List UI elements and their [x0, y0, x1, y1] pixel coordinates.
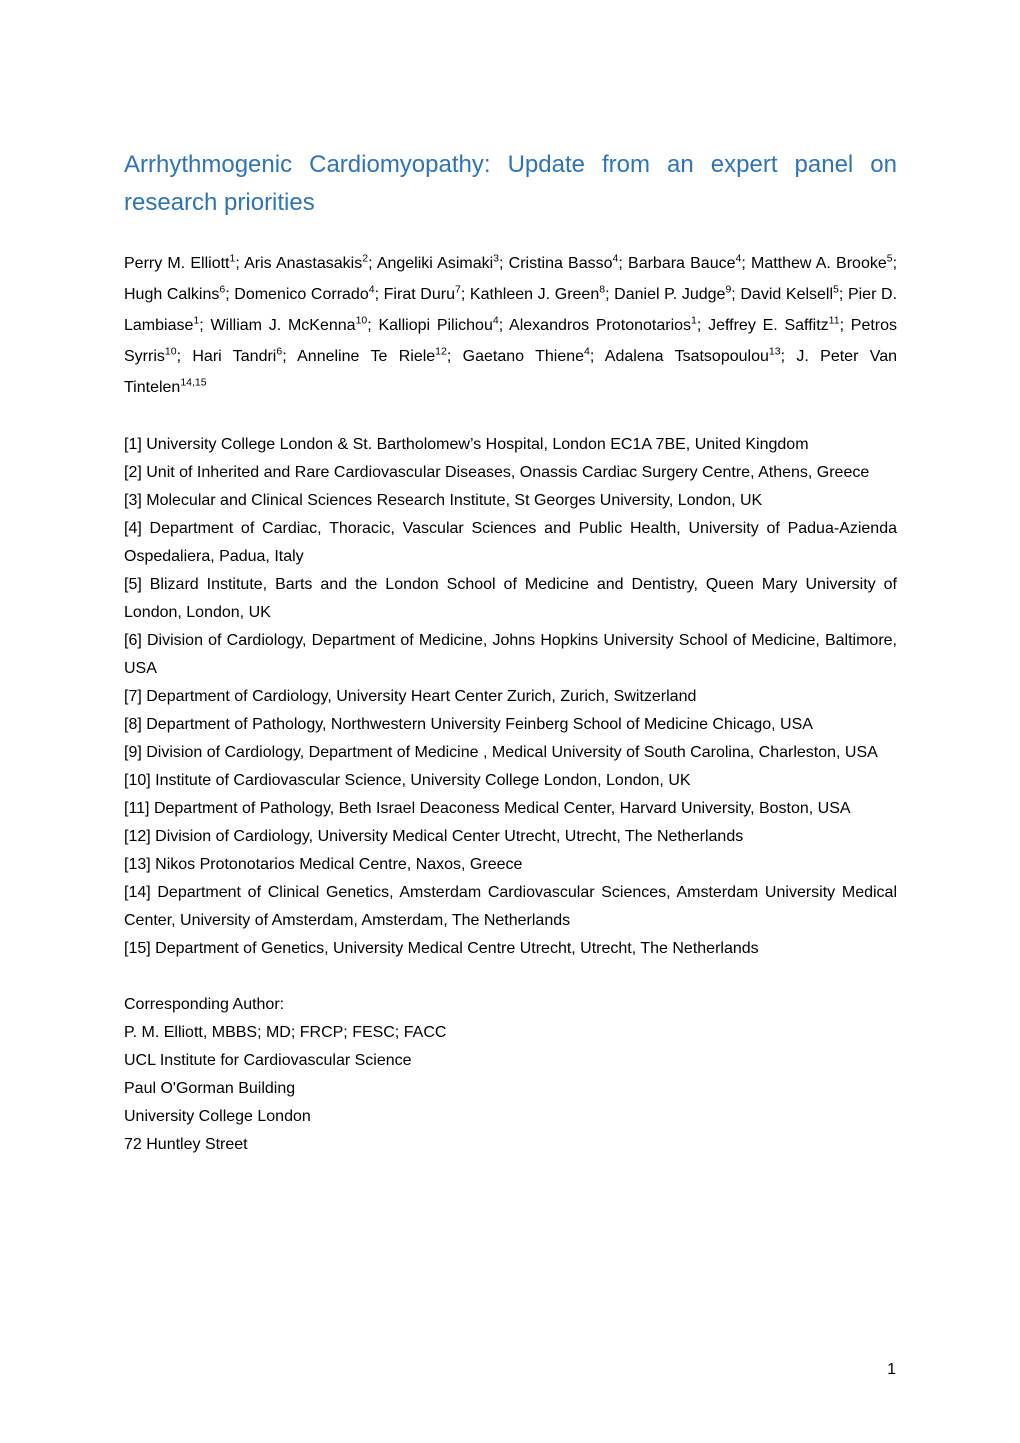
affiliation-item: [2] Unit of Inherited and Rare Cardiovascular Diseases, Onassis Cardiac Surgery Centre, Athens, Greece	[124, 464, 870, 481]
author-name: Pier D. Lambiase$^1$	[124, 286, 898, 334]
author-affiliation-ref: 5	[886, 252, 893, 265]
affiliation-item: [4] Department of Cardiac, Thoracic, Vascular Sciences and Public Health, University of Padua-Azienda Ospedaliera, Padua, Italy	[124, 520, 897, 565]
page-number: 1	[887, 1361, 896, 1378]
author-name: Hari Tandri$^6$	[192, 345, 283, 365]
author-name: Daniel P. Judge$^9$	[614, 283, 732, 303]
author-affiliation-ref: 6	[219, 283, 226, 296]
author-name: Alexandros Protonotarios$^1$	[509, 314, 697, 334]
author-name: Anneline Te Riele$^{12}$	[297, 345, 447, 365]
affiliation-item: [15] Department of Genetics, University Medical Centre Utrecht, Utrecht, The Netherlands	[124, 940, 759, 957]
author-affiliation-ref: 2	[362, 252, 369, 265]
affiliation-item: [5] Blizard Institute, Barts and the London School of Medicine and Dentistry, Queen Mary University of London, London, UK	[124, 576, 897, 621]
affiliation-item: [3] Molecular and Clinical Sciences Research Institute, St Georges University, London, UK	[124, 492, 763, 509]
author-name: Kathleen J. Green$^8$	[469, 283, 606, 303]
affiliation-item: [7] Department of Cardiology, University Heart Center Zurich, Zurich, Switzerland	[124, 688, 697, 705]
affiliation-item: [11] Department of Pathology, Beth Israel Deaconess Medical Center, Harvard University, Boston, USA	[124, 800, 851, 817]
author-name: J. Peter Van Tintelen$^{14,15}$	[124, 348, 898, 396]
corresponding-author-label: Corresponding Author:	[124, 996, 285, 1013]
author-affiliation-ref: 4	[612, 252, 619, 265]
corresponding-author-line: UCL Institute for Cardiovascular Science	[124, 1052, 412, 1069]
corresponding-author-lines	[124, 1019, 897, 1159]
author-name: David Kelsell$^5$	[740, 283, 839, 303]
affiliation-item: [6] Division of Cardiology, Department of Medicine, Johns Hopkins University School of Medicine, Baltimore, USA	[124, 632, 897, 677]
author-name: Adalena Tsatsopoulou$^{13}$	[604, 345, 781, 365]
author-affiliation-ref: 4	[492, 314, 499, 327]
author-affiliation-ref: 10	[164, 345, 177, 358]
author-name: Angeliki Asimaki$^3$	[376, 252, 499, 272]
author-affiliation-ref: 1	[691, 314, 697, 327]
author-affiliation-ref: 11	[828, 314, 840, 327]
author-name: Perry M. Elliott$^1$	[124, 252, 236, 272]
corresponding-author-line: Paul O'Gorman Building	[124, 1080, 296, 1097]
author-name: Domenico Corrado$^4$	[234, 283, 375, 303]
author-list: Perry M. Elliott$^1$; Aris Anastasakis$^2$; Angeliki Asimaki$^3$; Cristina Basso$^4$; Barbara Bauce$^4$; Matthew A. Brooke$^5$; Hugh Calkins$^6$; Domenico Corrado$^4$; Firat Duru$^7$; Kathleen J. Green$^8$; Daniel P. Judge$^9$; David Kelsell$^5$; Pier D. Lambiase$^1$; William J. McKenna$^{10}$; Kalliopi Pilichou$^4$; Alexandros Protonotarios$^1$; Jeffrey E. Saffitz$^{11}$; Petros Syrris$^{10}$; Hari Tandri$^6$; Anneline Te Riele$^{12}$; Gaetano Thiene$^4$; Adalena Tsatsopoulou$^{13}$; J. Peter Van Tintelen$^{14,15}$	[124, 252, 898, 396]
author-affiliation-ref: 7	[454, 283, 461, 296]
author-affiliation-ref: 1	[193, 314, 200, 327]
affiliation-item: [10] Institute of Cardiovascular Science, University College London, London, UK	[124, 772, 691, 789]
author-affiliation-ref: 8	[599, 283, 606, 296]
author-affiliation-ref: 4	[368, 283, 375, 296]
affiliation-item: [14] Department of Clinical Genetics, Amsterdam Cardiovascular Sciences, Amsterdam University Medical Center, University of Amsterdam, Amsterdam, The Netherlands	[124, 884, 897, 929]
author-name: Gaetano Thiene$^4$	[462, 345, 590, 365]
affiliation-item: [8] Department of Pathology, Northwestern University Feinberg School of Medicine Chicago, USA	[124, 716, 813, 733]
corresponding-author-line: University College London	[124, 1108, 311, 1125]
author-name: Hugh Calkins$^6$	[124, 283, 226, 303]
author-affiliation-ref: 10	[355, 314, 368, 327]
affiliation-item: [12] Division of Cardiology, University Medical Center Utrecht, Utrecht, The Netherlands	[124, 828, 744, 845]
author-affiliation-ref: 5	[833, 283, 839, 296]
author-name: Firat Duru$^7$	[383, 283, 461, 303]
author-affiliation-ref: 4	[584, 345, 590, 358]
author-name: Barbara Bauce$^4$	[628, 252, 742, 272]
author-affiliation-ref: 4	[735, 252, 742, 265]
author-name: Matthew A. Brooke$^5$	[750, 252, 893, 272]
author-affiliation-ref: 14,15	[180, 376, 207, 389]
author-affiliation-ref: 9	[725, 283, 732, 296]
corresponding-author-line: P. M. Elliott, MBBS; MD; FRCP; FESC; FACC	[124, 1024, 447, 1041]
author-name: William J. McKenna$^{10}$	[210, 314, 368, 334]
affiliation-item: [13] Nikos Protonotarios Medical Centre, Naxos, Greece	[124, 856, 523, 873]
affiliation-item: [1] University College London & St. Bartholomew’s Hospital, London EC1A 7BE, United Kingdom	[124, 436, 809, 453]
author-affiliation-ref: 1	[229, 252, 236, 265]
corresponding-author-line: 72 Huntley Street	[124, 1136, 248, 1153]
paper-title: Arrhythmogenic Cardiomyopathy: Update from an expert panel on research priorities	[124, 151, 897, 216]
author-affiliation-ref: 13	[768, 345, 781, 358]
author-name: Jeffrey E. Saffitz$^{11}$	[708, 314, 840, 334]
affiliation-item: [9] Division of Cardiology, Department of Medicine , Medical University of South Carolina, Charleston, USA	[124, 744, 878, 761]
author-name: Cristina Basso$^4$	[508, 252, 619, 272]
author-affiliation-ref: 12	[435, 345, 447, 358]
author-name: Aris Anastasakis$^2$	[244, 252, 369, 272]
author-affiliation-ref: 3	[493, 252, 499, 265]
author-name: Kalliopi Pilichou$^4$	[378, 314, 499, 334]
affiliations-list	[124, 431, 897, 963]
author-affiliation-ref: 6	[276, 345, 283, 358]
author-name: Petros Syrris$^{10}$	[124, 317, 898, 365]
corresponding-author-block	[124, 991, 897, 1159]
